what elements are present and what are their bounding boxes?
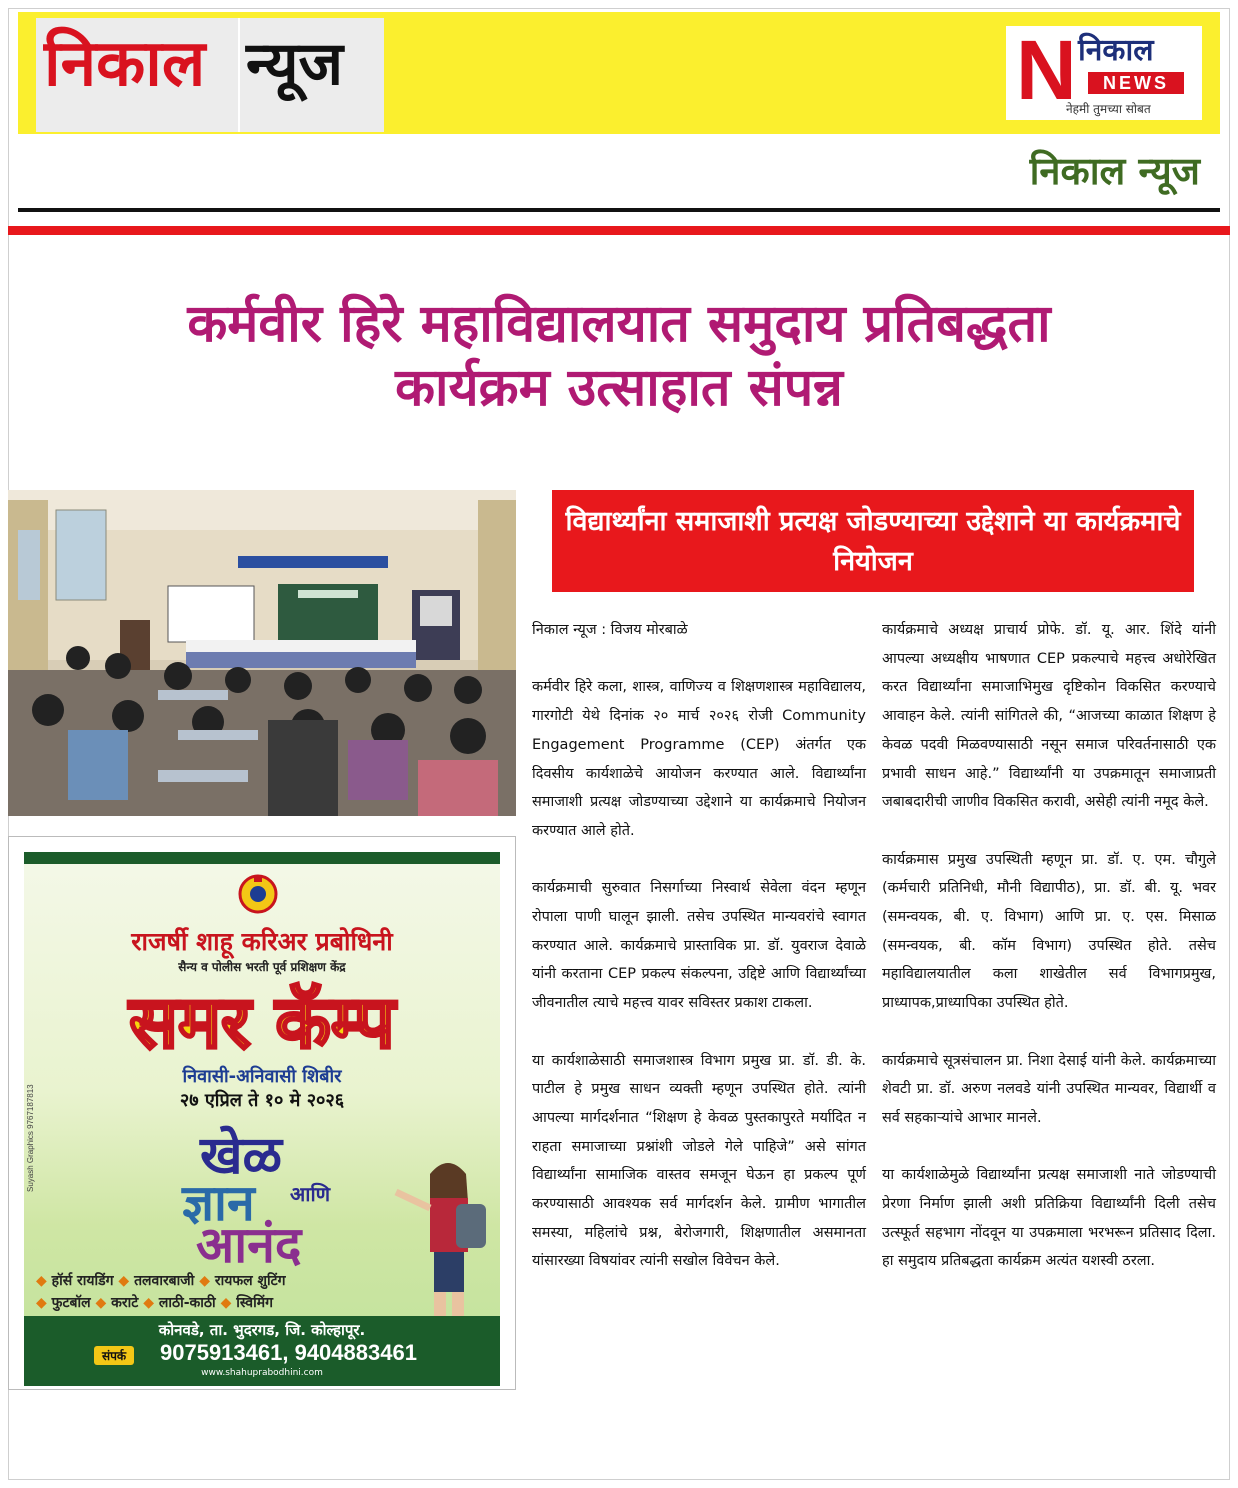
headline-line-1: कर्मवीर हिरे महाविद्यालयात समुदाय प्रतिबद्धता (187, 294, 1051, 354)
ad-designer-credit: Suyash Graphics 9767187813 (26, 1084, 35, 1192)
brand-logo-name: निकाल (1078, 33, 1154, 68)
ad-organization: राजर्षी शाहू करिअर प्रबोधिनी (131, 927, 393, 956)
ad-dates: २७ एप्रिल ते १० मे २०२६ (179, 1090, 345, 1111)
brand-logo-tagline: नेहमी तुमच्या सोबत (1066, 102, 1151, 116)
ad-contact-bar (24, 1316, 500, 1386)
logo-divider (238, 18, 240, 132)
sub-brand-title: निकाल न्यूज (1029, 149, 1200, 193)
headline-line-2: कार्यक्रम उत्साहात संपन्न (395, 358, 843, 418)
brand-logo-news: NEWS (1088, 72, 1184, 94)
ad-activities-row-1: ◆ हॉर्स रायडिंग ◆ तलवारबाजी ◆ रायफल शुटिंग (36, 1273, 286, 1289)
article-headline (30, 292, 1208, 420)
article-subhead: विद्यार्थ्यांना समाजाशी प्रत्यक्ष जोडण्याच्या उद्देशाने या कार्यक्रमाचे नियोजन (552, 490, 1194, 592)
article-column-2 (882, 616, 1216, 1305)
ad-activities (36, 1270, 376, 1314)
ad-word-aani: आणि (290, 1182, 331, 1206)
ad-activity: तलवारबाजी (134, 1273, 195, 1289)
article-paragraph: कार्यक्रमाचे अध्यक्ष प्राचार्य प्रोफे. डॉ. यू. आर. शिंदे यांनी आपल्या अध्यक्षीय भाषणात CEP प्रकल्पाचे महत्त्व अधोरेखित करत विद्यार्थ्यांना समाजाभिमुख दृष्टिकोन विकसित करण्याचे आवाहन केले. त्यांनी सांगितले की, “आजच्या काळात शिक्षण हे केवळ पदवी मिळवण्यासाठी नसून समाज परिवर्तनासाठी एक प्रभावी साधन आहे.” विद्यार्थ्यांनी या उपक्रमातून समाजाप्रती जबाबदारीची जाणीव विकसित करावी, असेही त्यांनी नमूद केले. (882, 622, 1216, 811)
article-byline: निकाल न्यूज : विजय मोरबाळे (532, 622, 688, 638)
masthead-logo-word-black: न्यूज (246, 29, 344, 99)
ad-contact-label: संपर्क (94, 1346, 134, 1365)
ad-activity: स्विमिंग (236, 1295, 273, 1311)
girl-illustration (386, 1152, 496, 1316)
ad-top-bar (24, 852, 500, 864)
ad-word-khel: खेळ (200, 1126, 283, 1186)
ad-activity: कराटे (111, 1295, 139, 1311)
ad-organization-subtitle: सैन्य व पोलीस भरती पूर्व प्रशिक्षण केंद्र (178, 960, 346, 974)
advertisement (24, 852, 500, 1386)
header-rule (18, 208, 1220, 212)
article-paragraph: या कार्यशाळेमुळे विद्यार्थ्यांना प्रत्यक्ष समाजाशी नाते जोडण्याची प्रेरणा निर्माण झाली अशी प्रतिक्रिया विद्यार्थ्यांनी दिली तसेच उत्स्फूर्त सहभाग नोंदवून या उपक्रमाला भरभरून प्रतिसाद दिला. हा समुदाय प्रतिबद्धता कार्यक्रम अत्यंत यशस्वी ठरला. (882, 1167, 1216, 1270)
article-paragraph: या कार्यशाळेसाठी समाजशास्त्र विभाग प्रमुख प्रा. डॉ. डी. के. पाटील हे प्रमुख साधन व्यक्ती म्हणून उपस्थित होते. त्यांनी आपल्या मार्गदर्शनात “शिक्षण हे केवळ पुस्तकापुरते मर्यादित न राहता समाजाच्या प्रश्नांशी जोडले गेले पाहिजे” असे सांगत विद्यार्थ्यांना सामाजिक वास्तव समजून घेऊन हा प्रकल्प पूर्ण करण्यासाठी आवश्यक सर्व मार्गदर्शन केले. ग्रामीण भागातील समस्या, महिलांचे प्रश्न, बेरोजगारी, शिक्षणातील असमानता यांसारख्या विषयांवर त्यांनी सखोल विवेचन केले. (532, 1052, 866, 1270)
ad-phone-numbers: 9075913461, 9404883461 (160, 1340, 417, 1365)
ad-activity: रायफल शुटिंग (214, 1273, 286, 1289)
article-paragraph: कार्यक्रमास प्रमुख उपस्थिती म्हणून प्रा. डॉ. ए. एम. चौगुले (कर्मचारी प्रतिनिधी, मौनी विद्यापीठ), प्रा. डॉ. बी. यू. भवर (समन्वयक, बी. ए. विभाग) आणि प्रा. ए. एस. मिसाळ (समन्वयक, बी. कॉम विभाग) उपस्थित होते. तसेच महाविद्यालयातील कला शाखेतील सर्व विभागप्रमुख, प्राध्यापक,प्राध्यापिका उपस्थित होते. (882, 851, 1216, 1012)
ad-activities-row-2: ◆ फुटबॉल ◆ कराटे ◆ लाठी-काठी ◆ स्विमिंग (36, 1295, 273, 1311)
ad-title: समर कॅम्प (129, 980, 395, 1064)
article-paragraph: कार्यक्रमाची सुरुवात निसर्गाच्या निस्वार्थ सेवेला वंदन म्हणून रोपाला पाणी घालून झाली. तसेच उपस्थित मान्यवरांचे स्वागत करण्यात आले. कार्यक्रमाचे प्रास्ताविक प्रा. डॉ. युवराज देवाळे यांनी करताना CEP प्रकल्प संकल्पना, उद्दिष्टे आणि विद्यार्थ्यांच्या जीवनातील त्याचे महत्त्व यावर सविस्तर प्रकाश टाकला. (532, 880, 866, 1012)
red-rule (8, 226, 1230, 235)
ad-activity: हॉर्स रायडिंग (51, 1273, 114, 1289)
event-photo-illustration (8, 490, 516, 816)
masthead-logo-word-red: निकाल (44, 27, 206, 101)
ad-word-dnyan: ज्ञान (182, 1174, 255, 1232)
brand-logo-letter: N (1016, 23, 1077, 117)
event-photo (8, 490, 516, 816)
article-column-1 (532, 616, 866, 1305)
ad-address: कोनवडे, ता. भुदरगड, जि. कोल्हापूर. (158, 1321, 366, 1339)
ad-activity: लाठी-काठी (158, 1295, 216, 1311)
article-paragraph: कार्यक्रमाचे सूत्रसंचालन प्रा. निशा देसाई यांनी केले. कार्यक्रमाच्या शेवटी प्रा. डॉ. अरुण नलवडे यांनी उपस्थित मान्यवर, विद्यार्थी व सर्व सहकाऱ्यांचे आभार मानले. (882, 1052, 1216, 1126)
emblem-icon (234, 872, 282, 916)
ad-camp-type: निवासी-अनिवासी शिबीर (182, 1066, 342, 1087)
ad-word-anand: आनंद (196, 1216, 302, 1274)
ad-activity: फुटबॉल (51, 1295, 91, 1311)
article-paragraph: कर्मवीर हिरे कला, शास्त्र, वाणिज्य व शिक्षणशास्त्र महाविद्यालय, गारगोटी येथे दिनांक २० मार्च २०२६ रोजी Community Engagement Programme (CEP) अंतर्गत एक दिवसीय कार्यशाळेचे आयोजन करण्यात आले. विद्यार्थ्यांना समाजाशी प्रत्यक्ष जोडण्याच्या उद्देशाने या कार्यक्रमाचे नियोजन करण्यात आले होते. (532, 679, 866, 839)
ad-website: www.shahuprabodhini.com (201, 1368, 323, 1378)
